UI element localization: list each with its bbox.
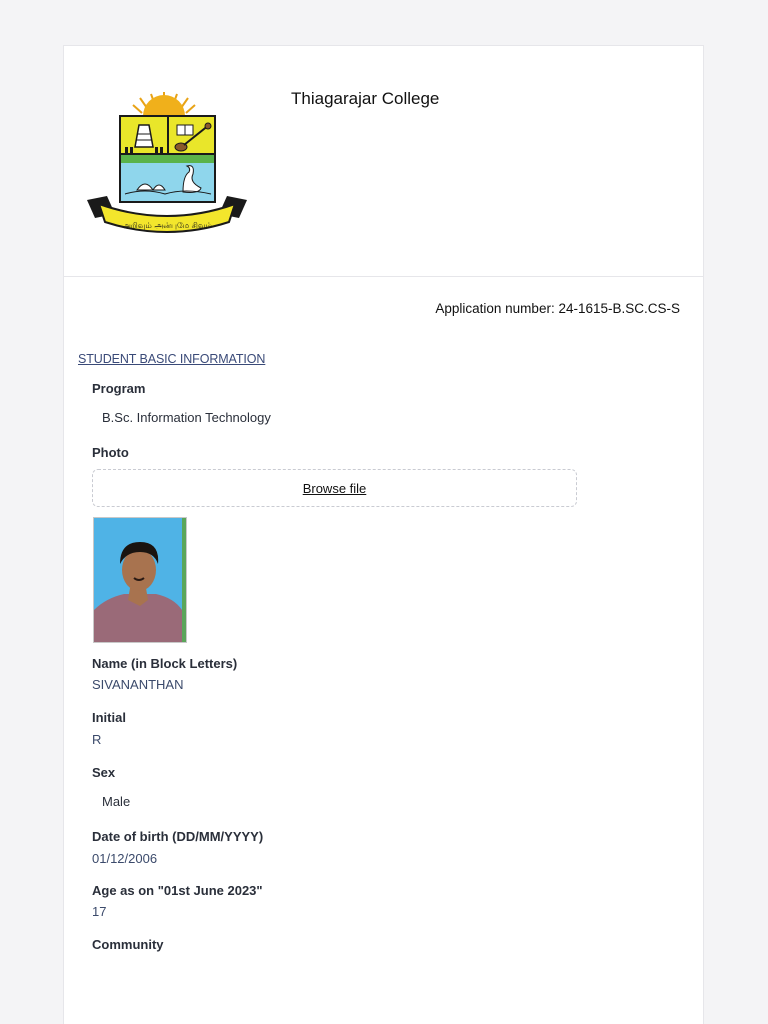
name-label: Name (in Block Letters) <box>92 656 238 671</box>
age-value: 17 <box>92 904 107 919</box>
college-logo <box>85 92 249 242</box>
browse-file-link[interactable]: Browse file <box>302 480 367 496</box>
photo-label: Photo <box>92 445 129 460</box>
age-label: Age as on "01st June 2023" <box>92 883 263 898</box>
initial-label: Initial <box>92 710 126 725</box>
dob-value: 01/12/2006 <box>92 851 158 866</box>
section-title: STUDENT BASIC INFORMATION <box>78 352 266 366</box>
application-card <box>63 45 704 1024</box>
college-header <box>64 46 703 277</box>
college-name: Thiagarajar College <box>291 89 440 108</box>
dob-label: Date of birth (DD/MM/YYYY) <box>92 829 264 844</box>
student-photo <box>93 517 187 643</box>
community-label: Community <box>92 937 164 952</box>
name-value: SIVANANTHAN <box>92 677 184 692</box>
program-value: B.Sc. Information Technology <box>102 410 271 425</box>
initial-value: R <box>92 732 102 747</box>
photo-dropzone[interactable] <box>92 469 577 507</box>
logo-motto: அறிவும் அன்புமே சிவம் <box>121 221 213 230</box>
sex-label: Sex <box>92 765 116 780</box>
application-number: Application number: 24-1615-B.SC.CS-S <box>435 301 680 316</box>
program-label: Program <box>92 381 146 396</box>
sex-value: Male <box>102 794 131 809</box>
